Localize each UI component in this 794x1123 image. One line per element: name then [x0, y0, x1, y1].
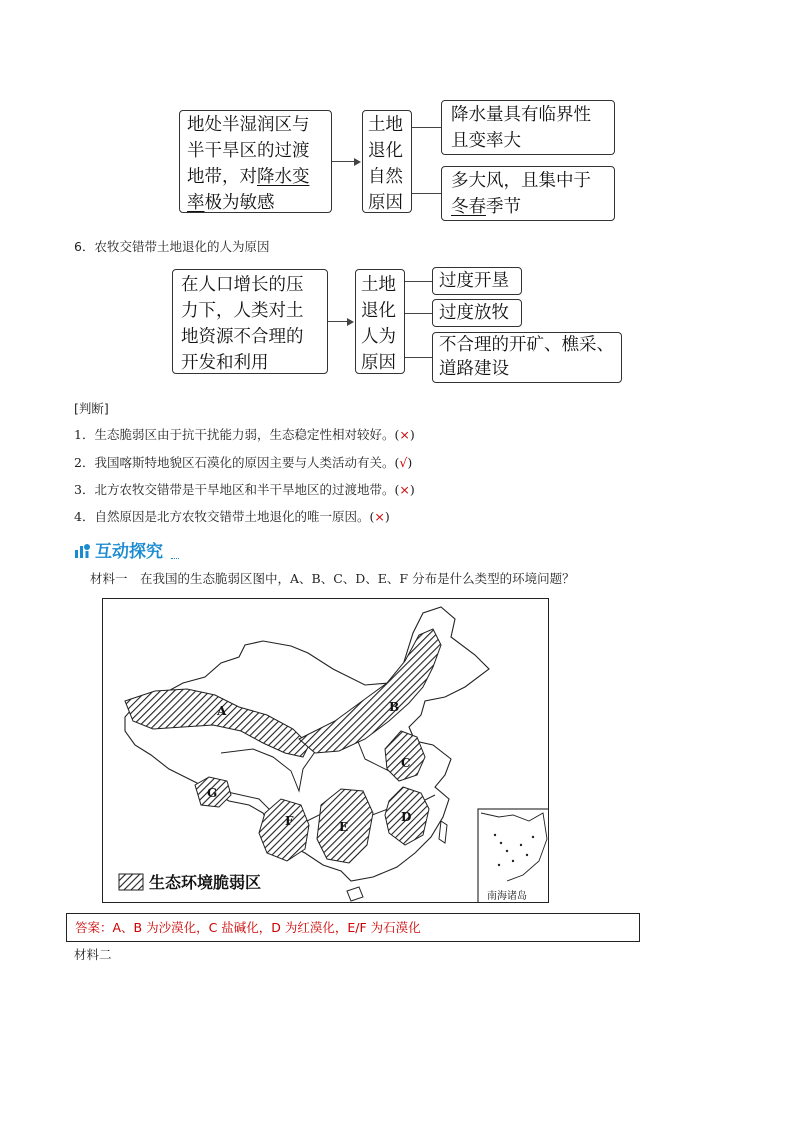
flow1-connector-b [412, 193, 441, 194]
flow1-left-line1: 地处半湿润区与 [187, 115, 310, 135]
flow1-right-top-box [441, 100, 615, 155]
flow1-right-top-2: 且变率大 [451, 131, 521, 151]
flow2-right-3a: 不合理的开矿、樵采、 [439, 335, 614, 355]
zone-label-f: F [285, 814, 294, 828]
zone-label-d: D [401, 810, 412, 824]
judge-mark-3: × [399, 482, 410, 497]
flow1-right-bottom-2b: 季节 [486, 197, 521, 217]
flow1-center-1: 土地 [368, 115, 403, 135]
flow1-connector-a [412, 127, 441, 128]
zone-label-e: E [339, 820, 349, 834]
flow2-center-4: 原因 [361, 353, 396, 373]
flow2-right-3b: 道路建设 [439, 359, 509, 379]
flow2-right-box-1 [432, 267, 522, 295]
zone-label-c: C [401, 756, 411, 770]
material1-question: 材料一 在我国的生态脆弱区图中，A、B、C、D、E、F 分布是什么类型的环境问题？ [90, 571, 575, 586]
flow1-center-3: 自然 [368, 167, 403, 187]
flow1-center-2: 退化 [368, 141, 403, 161]
judge-item-4: 4．自然原因是北方农牧交错带土地退化的唯一原因。(×) [74, 509, 390, 524]
flow2-right-box-2 [432, 299, 522, 327]
material2-label: 材料二 [74, 947, 112, 962]
hainan-island [347, 887, 363, 901]
flow2-center-2: 退化 [361, 301, 396, 321]
judge-mark-4: × [374, 509, 385, 524]
section-title-underline [171, 558, 179, 559]
flow1-arrow-head [354, 158, 361, 166]
flow2-arrow-head [347, 318, 354, 326]
flow2-arrow-line [328, 321, 348, 322]
china-fragile-zone-map [102, 598, 549, 903]
zone-label-g: G [207, 786, 218, 800]
judge-mark-2: √ [399, 455, 408, 470]
flow1-right-top-1: 降水量具有临界性 [451, 105, 591, 125]
flow2-center-3: 人为 [361, 327, 396, 347]
flow1-left-line3a: 地带，对 [187, 167, 257, 187]
section-title: 互动探究 [74, 537, 163, 562]
judge-item-2: 2．我国喀斯特地貌区石漠化的原因主要与人类活动有关。(√) [74, 455, 413, 470]
judge-mark-1: × [399, 427, 410, 442]
flow1-right-bottom-2a: 冬春 [451, 197, 486, 217]
zone-label-b: B [389, 700, 400, 714]
inset-label: 南海诸岛 [487, 891, 527, 902]
flow2-connector-a [405, 281, 432, 282]
flow1-center-4: 原因 [368, 193, 403, 213]
flow1-left-line4a: 率 [187, 193, 205, 213]
flow1-left-line4b: 极为敏感 [204, 193, 275, 213]
flow2-center-box [355, 269, 405, 374]
zone-a-shape [125, 689, 309, 757]
answer-box: 答案：A、B 为沙漠化，C 盐碱化，D 为红漠化，E/F 为石漠化 [66, 913, 640, 942]
flow1-right-bottom-1: 多大风，且集中于 [451, 171, 591, 191]
judge-title: [判断] [74, 401, 109, 416]
judge-item-1: 1．生态脆弱区由于抗干扰能力弱，生态稳定性相对较好。(×) [74, 427, 415, 442]
flow2-center-1: 土地 [361, 275, 396, 295]
flow1-cause-box [179, 110, 332, 213]
legend-label: 生态环境脆弱区 [149, 873, 262, 892]
judge-item-3: 3．北方农牧交错带是干旱地区和半干旱地区的过渡地带。(×) [74, 482, 415, 497]
flow2-right-box-3 [432, 332, 622, 383]
interactive-explore-icon [74, 541, 92, 559]
flow2-left-line3: 地资源不合理的 [181, 327, 304, 347]
flow2-right-2: 过度放牧 [439, 303, 509, 323]
flow2-cause-box [172, 269, 328, 374]
flow2-left-line2: 力下，人类对土 [181, 301, 304, 321]
south-china-sea-inset [478, 809, 549, 903]
flow1-left-line2: 半干旱区的过渡 [187, 141, 310, 161]
flow2-connector-c [405, 357, 432, 358]
flow1-arrow-line [332, 161, 355, 162]
flow1-right-bottom-box [441, 166, 615, 221]
zone-label-a: A [217, 704, 227, 718]
legend-swatch [119, 874, 143, 890]
flow2-left-line1: 在人口增长的压 [181, 275, 304, 295]
map-svg [103, 599, 549, 903]
taiwan-island [439, 821, 447, 843]
flow2-left-line4: 开发和利用 [181, 353, 269, 373]
flow2-connector-b [405, 313, 432, 314]
flow2-right-1: 过度开垦 [439, 271, 509, 291]
flow1-center-box [362, 110, 412, 213]
zone-b-shape [299, 629, 441, 753]
zone-f-shape [259, 799, 309, 861]
flow1-left-line3b: 降水变 [257, 167, 310, 187]
item6-heading: 6．农牧交错带土地退化的人为原因 [74, 239, 270, 254]
